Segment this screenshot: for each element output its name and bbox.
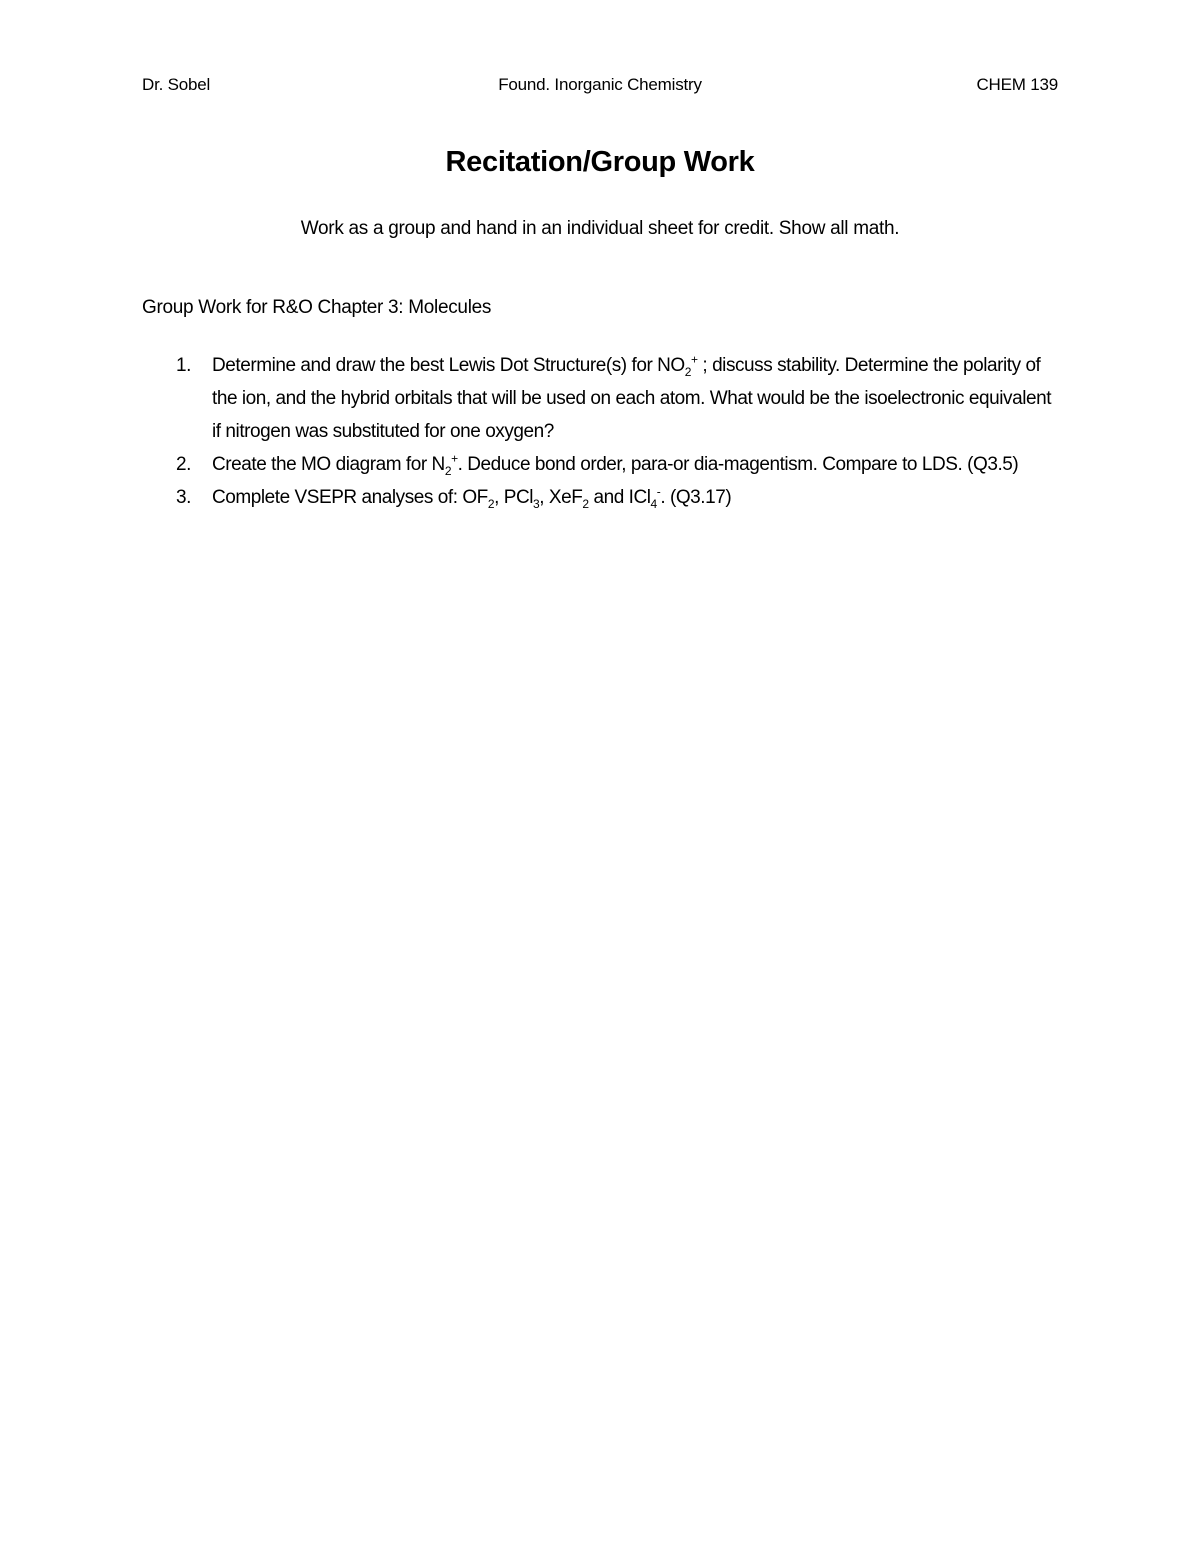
instructions: Work as a group and hand in an individual sheet for credit. Show all math. [300,218,900,239]
page-title: Recitation/Group Work [445,146,755,178]
header-course-title: Found. Inorganic Chemistry [498,75,702,94]
question-number: 3. [176,487,191,508]
question-number: 2. [176,454,191,475]
question-text: Create the MO diagram for $N_2^+$. Deduce bond order, para-or dia-magentism. Compare to LDS. (Q3.5) [212,451,1019,478]
question-list [142,349,1057,514]
question-item [142,349,1057,448]
question-text: Complete VSEPR analyses of: $OF_2$, PCl$_3$, XeF$_2$ and ICl$_4$-. (Q3.17) [212,484,732,511]
question-item [142,481,1057,514]
question-number: 1. [176,355,191,376]
header-course-code: CHEM 139 [976,75,1058,94]
question-text: Determine and draw the best Lewis Dot Structure(s) for $NO_2^+$ ; discuss stability. Determine the polarity of the ion, and the hybrid orbitals that will be used on each atom. What would be the isoelectronic equivalent if nitrogen was substituted for one oxygen? [212,352,1052,442]
header-instructor: Dr. Sobel [142,75,211,94]
section-heading: Group Work for R&O Chapter 3: Molecules [142,297,492,318]
question-item [142,448,1057,481]
